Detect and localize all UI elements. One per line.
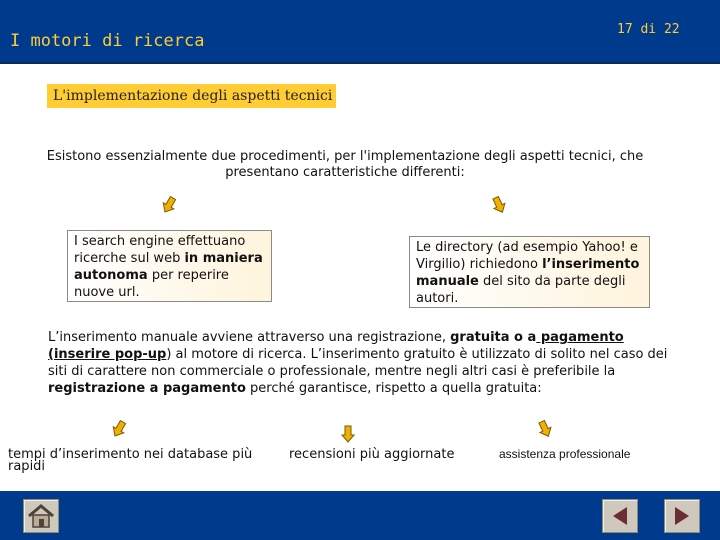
previous-slide-button[interactable] [602, 499, 638, 533]
arrow-right-icon [665, 500, 699, 532]
paragraph-bold: gratuita o a [450, 330, 537, 345]
paragraph-bold: registrazione a pagamento [48, 381, 246, 396]
home-icon [24, 500, 58, 532]
box-bold-text: l’inserimento manuale [416, 257, 640, 289]
home-button[interactable] [23, 499, 59, 533]
down-arrow-icon [538, 420, 552, 438]
benefit-updated-reviews: recensioni più aggiornate [289, 447, 455, 462]
page-indicator: 17 di 22 [617, 22, 680, 37]
next-slide-button[interactable] [664, 499, 700, 533]
box-text: per reperire nuove url. [74, 268, 229, 300]
down-arrow-icon [492, 196, 506, 214]
box-text: del sito da parte degli autori. [416, 274, 626, 306]
arrow-left-icon [603, 500, 637, 532]
down-arrow-icon [162, 196, 176, 214]
paragraph-text: perché garantisce, rispetto a quella gratuita: [245, 381, 542, 396]
box-text: I search engine effettuano ricerche sul web [74, 234, 246, 266]
paragraph-text: L’inserimento manuale avviene attraverso una registrazione, [48, 330, 451, 345]
intro-text: Esistono essenzialmente due procedimenti, per l'implementazione degli aspetti tecnici, che presentano caratteristiche differenti: [46, 149, 644, 180]
box-text: Le directory (ad esempio Yahoo! e Virgilio) richiedono [416, 240, 638, 272]
down-arrow-icon [112, 420, 126, 438]
box-bold-text: in maniera autonoma [74, 251, 263, 283]
popup-link-text[interactable]: pagamento (inserire pop-up [48, 330, 624, 362]
search-engine-box [67, 230, 272, 302]
benefit-faster-indexing: tempi d’inserimento nei database più rapidi [8, 447, 253, 474]
page-title: I motori di ricerca [10, 31, 205, 51]
directory-box [409, 236, 650, 308]
benefit-professional-support: assistenza professionale [499, 447, 631, 461]
down-arrow-icon [341, 425, 355, 443]
paragraph-text: ) al motore di ricerca. L’inserimento gratuito è utilizzato di solito nel caso dei siti di carattere non commerciale o professionale, mentre negli altri casi è preferibile la [48, 347, 668, 379]
manual-registration-paragraph [48, 329, 673, 397]
section-subtitle: L'implementazione degli aspetti tecnici [47, 84, 336, 108]
